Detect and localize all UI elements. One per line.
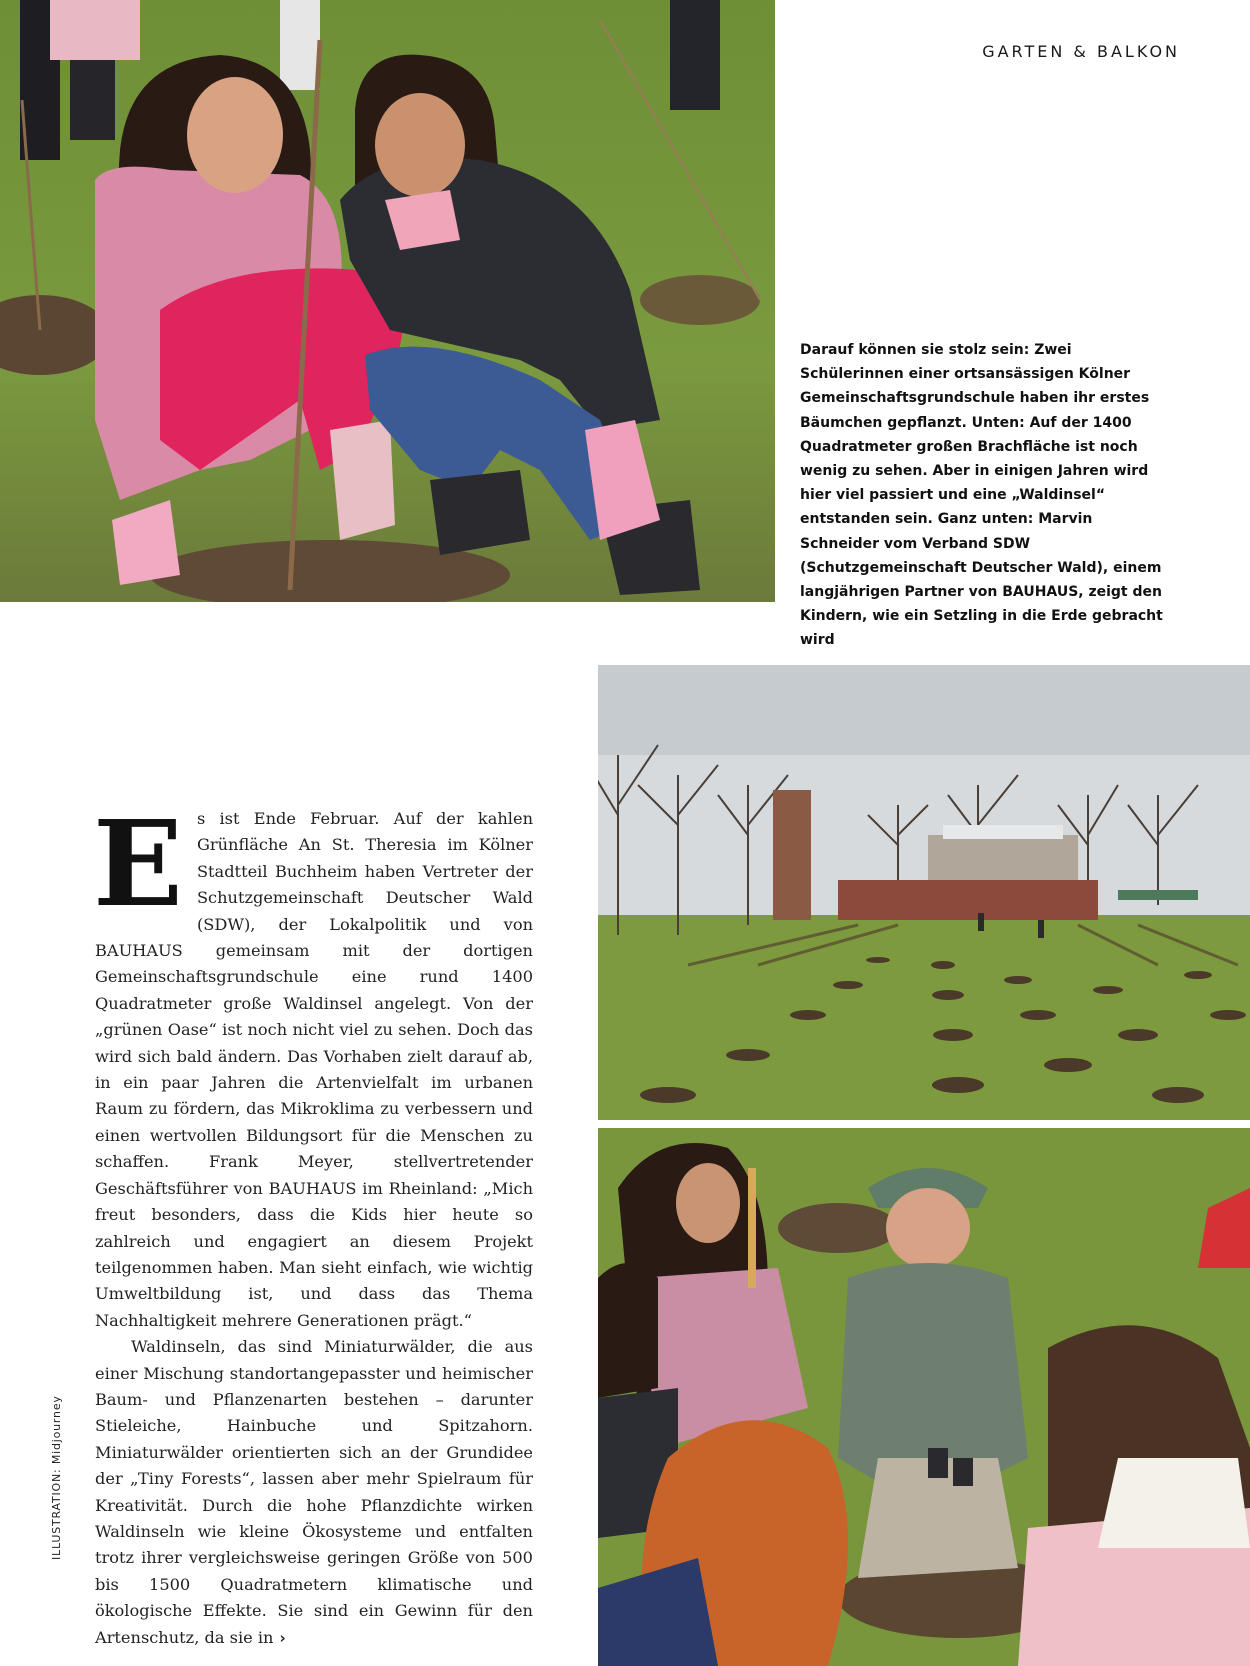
- photo-caption: Darauf können sie stolz sein: Zwei Schülerinnen einer ortsansässigen Kölner Gemeinschaftsgrundschule haben ihr erstes Bäumchen gepflanzt. Unten: Auf der 1400 Quadratmeter großen Brachfläche ist noch wenig zu sehen. Aber in einigen Jahren wird hier viel passiert und eine „Waldinsel“ entstanden sein. Ganz unten: Marvin Schneider vom Verband SDW (Schutzgemeinschaft Deutscher Wald), einem langjährigen Partner von BAUHAUS, zeigt den Kindern, wie ein Setzling in die Erde gebracht wird: [800, 342, 1163, 649]
- section-label: GARTEN & BALKON: [982, 42, 1180, 61]
- photo-planting-field: [598, 665, 1250, 1120]
- article-paragraph-2: [95, 1334, 533, 1651]
- image-credit: ILLUSTRATION: Midjourney: [50, 1395, 63, 1560]
- article-body: [93, 794, 533, 1651]
- photo-instructor-with-children: [598, 1128, 1250, 1666]
- article-paragraph-1-text: s ist Ende Februar. Auf der kahlen Grünfläche An St. Theresia im Kölner Stadtteil Buchheim haben Vertreter der Schutzgemeinschaft Deutscher Wald (SDW), der Lokalpolitik und von BAUHAUS gemeinsam mit der dortigen Gemeinschaftsgrundschule eine rund 1400 Quadratmeter große Waldinsel angelegt. Von der „grünen Oase“ ist noch nicht viel zu sehen. Doch das wird sich bald ändern. Das Vorhaben zielt darauf ab, in ein paar Jahren die Artenvielfalt im urbanen Raum zu fördern, das Mikroklima zu verbessern und einen wertvollen Bildungsort für die Menschen zu schaffen. Frank Meyer, stellvertretender Geschäftsführer von BAUHAUS im Rheinland: „Mich freut besonders, dass die Kids hier heute so zahlreich und engagiert an diesem Projekt teilgenommen haben. Man sieht einfach, wie wichtig Umweltbildung ist, und dass das Thema Nachhaltigkeit mehrere Generationen prägt.“: [95, 809, 533, 1330]
- chevron-right-icon: ›: [279, 1628, 286, 1647]
- drop-cap: E: [93, 794, 183, 933]
- photo-girls-planting: [0, 0, 775, 602]
- article-paragraph-1: [93, 794, 533, 1334]
- article-paragraph-2-text: Waldinseln, das sind Miniaturwälder, die aus einer Mischung standortangepasster und heimischer Baum- und Pflanzenarten bestehen – darunter Stieleiche, Hainbuche und Spitzahorn. Miniaturwälder orientierten sich an der Grundidee der „Tiny Forests“, lassen aber mehr Spielraum für Kreativität. Durch die hohe Pflanzdichte wirken Waldinseln wie kleine Ökosysteme und entfalten trotz ihrer vergleichsweise geringen Größe von 500 bis 1500 Quadratmetern klimatische und ökologische Effekte. Sie sind ein Gewinn für den Artenschutz, da sie in: [95, 1337, 533, 1647]
